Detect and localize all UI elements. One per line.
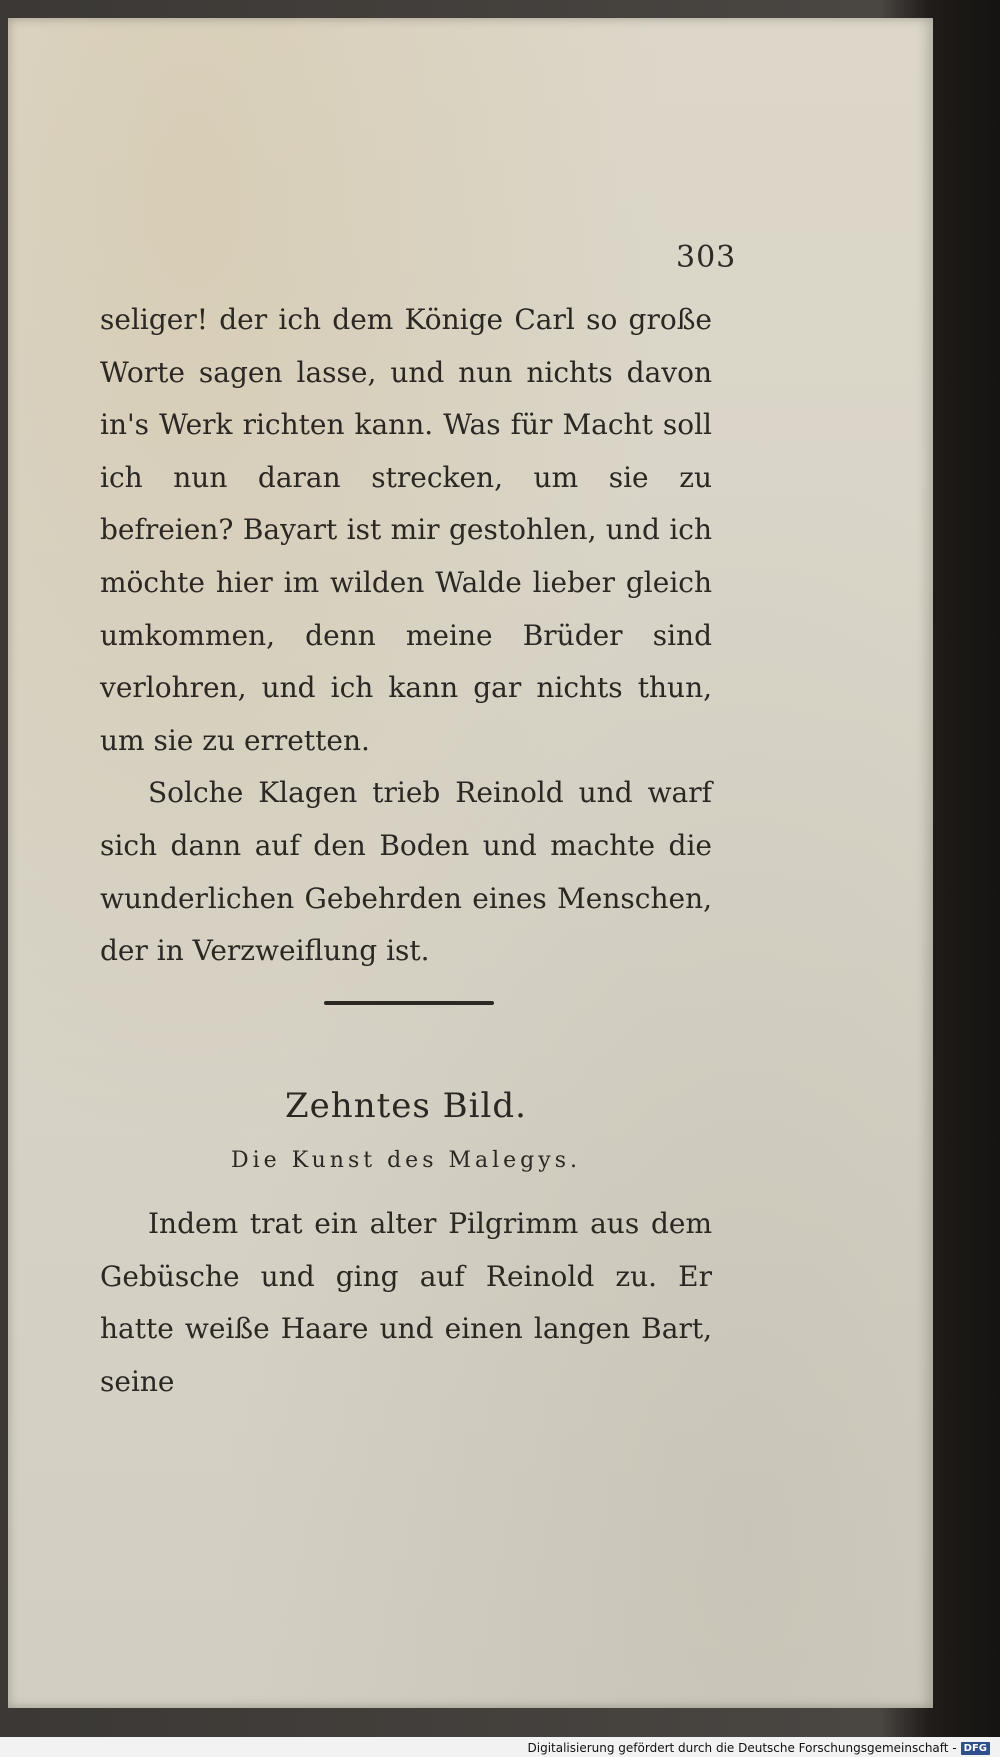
footer-bar: [0, 1737, 1000, 1757]
book-page: [8, 18, 933, 1708]
page-number: 303: [676, 240, 737, 275]
paragraph-continued: seliger! der ich dem Könige Carl so große Worte sagen lasse, und nun nichts davon in's Werk richten kann. Was für Macht soll ich nun daran strecken, um sie zu befreien? Bayart ist mir gestohlen, und ich möchte hier im wilden Walde lieber gleich umkommen, denn meine Brüder sind verlohren, und ich kann gar nichts thun, um sie zu erretten.: [100, 303, 712, 757]
body-text: [100, 294, 712, 978]
chapter-title: Zehntes Bild.: [285, 1086, 527, 1126]
section-divider: [324, 1001, 494, 1005]
chapter-body-text: [100, 1198, 712, 1408]
paragraph: Solche Klagen trieb Reinold und warf sich dann auf den Boden und machte die wunderlichen Gebehrden eines Menschen, der in Verzweiflung ist.: [100, 776, 712, 968]
chapter-subtitle: Die Kunst des Malegys.: [231, 1148, 581, 1173]
funding-text: Digitalisierung gefördert durch die Deutsche Forschungsgemeinschaft -: [527, 1741, 957, 1755]
funding-credit: [528, 1741, 991, 1755]
paragraph: Indem trat ein alter Pilgrimm aus dem Gebüsche und ging auf Reinold zu. Er hatte weiße Haare und einen langen Bart, seine: [100, 1207, 712, 1398]
dfg-logo-icon: DFG: [961, 1742, 990, 1755]
